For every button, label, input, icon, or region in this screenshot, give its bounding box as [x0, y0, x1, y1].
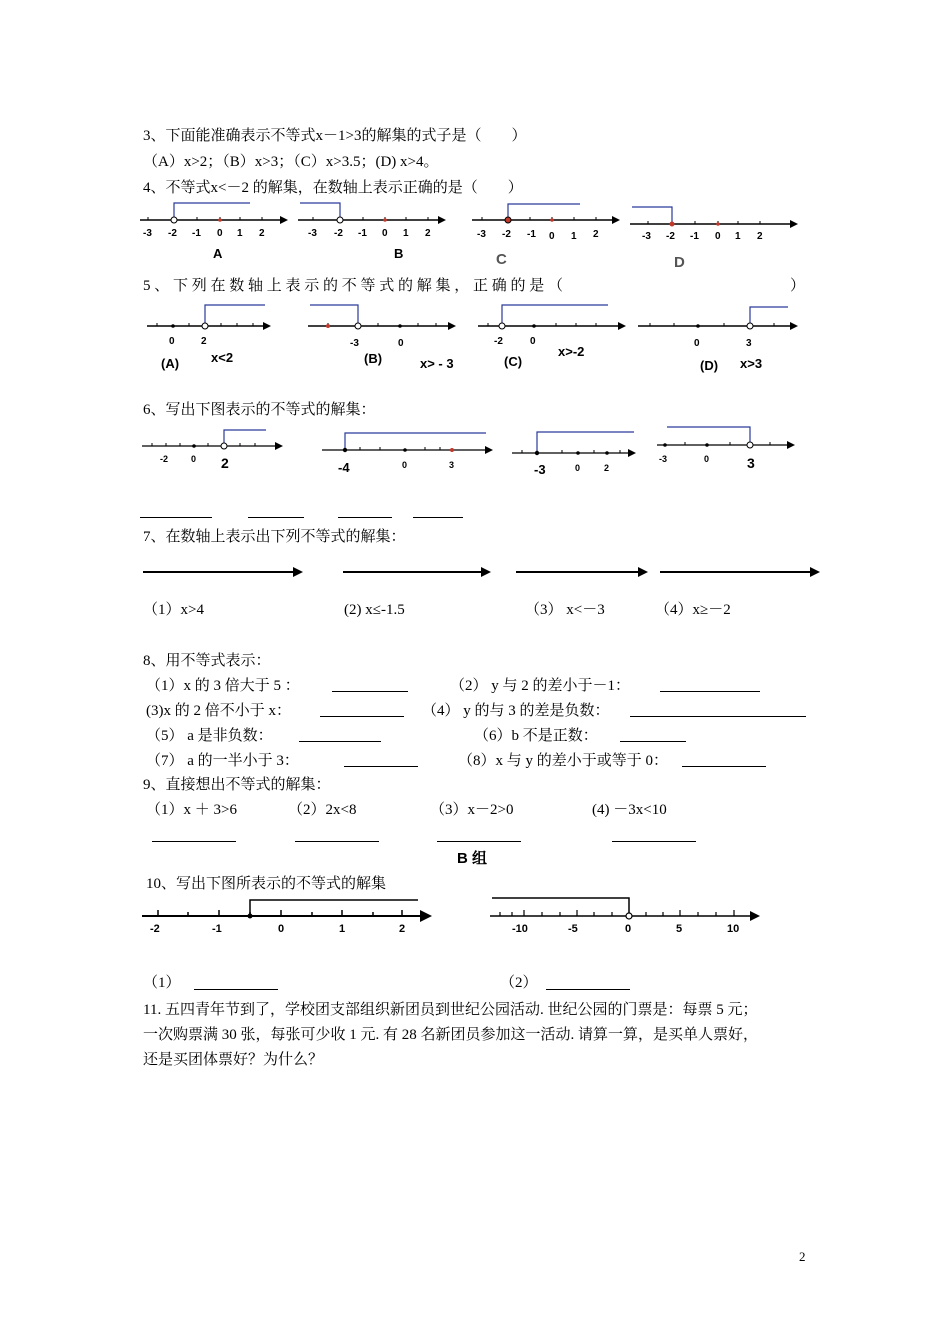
q5a-tick-1: 2 [201, 336, 207, 347]
q4a-tick-1: -2 [168, 228, 177, 239]
q6-figure-4 [655, 422, 805, 477]
q6-answer-blank-2[interactable] [248, 516, 304, 518]
q4-figure-c [472, 200, 622, 270]
q8-blank-6[interactable] [620, 740, 686, 742]
q5a-letter: (A) [161, 356, 180, 371]
q6c-tick-0: -3 [534, 462, 546, 477]
q6a-tick-1: 0 [191, 454, 197, 464]
q11-line-2: 一次购票满 30 张，每张可少收 1 元. 有 28 名新团员参加这一活动. 请算一算，是买单人票好， [143, 1027, 759, 1043]
q6-answer-blank-4[interactable] [413, 516, 463, 518]
q4b-tick-3: 0 [382, 228, 388, 239]
q4c-tick-4: 1 [571, 231, 577, 242]
q6c-tick-2: 2 [604, 463, 610, 473]
q4b-tick-4: 1 [403, 228, 409, 239]
q7-axis-2[interactable] [343, 564, 491, 580]
q10a-tick-4: 2 [399, 923, 406, 935]
q4-stem: 4、不等式x<－2 的解集，在数轴上表示正确的是（ ） [143, 180, 523, 196]
q6b-tick-2: 3 [449, 460, 455, 470]
q8-blank-3[interactable] [320, 715, 404, 717]
q6d-tick-2: 3 [747, 455, 755, 471]
q8-item-8: （8）x 与 y 的差小于或等于 0： [458, 753, 669, 769]
q4a-tick-4: 1 [237, 228, 243, 239]
q9-item-3: （3）x－2>0 [430, 802, 514, 818]
q5c-tick-1: 0 [530, 336, 536, 347]
q9-item-4: (4) －3x<10 [592, 802, 667, 818]
q8-item-5: （5） a 是非负数： [146, 728, 273, 744]
q5-figure-d [638, 302, 808, 377]
q10-figure-2 [488, 892, 768, 942]
q5a-label: x<2 [211, 350, 234, 365]
q10-label-1: （1） [143, 975, 181, 991]
q7-stem: 7、在数轴上表示出下列不等式的解集： [143, 529, 406, 545]
q10b-tick-1: -5 [568, 923, 578, 935]
q10-label-2: （2） [500, 975, 538, 991]
q10a-tick-1: -1 [212, 923, 222, 935]
q8-blank-8[interactable] [682, 765, 766, 767]
q6c-tick-1: 0 [575, 463, 581, 473]
q10-figure-1 [140, 892, 440, 942]
q4c-letter: C [496, 251, 507, 268]
q6-figure-2 [320, 422, 500, 477]
page-number: 2 [799, 1249, 806, 1264]
q10a-tick-2: 0 [278, 923, 285, 935]
q8-item-1: （1）x 的 3 倍大于 5 ： [146, 678, 300, 694]
group-b-heading: B 组 [457, 850, 488, 867]
q5-figure-b [308, 302, 478, 377]
q7-axis-1[interactable] [143, 564, 303, 580]
q5c-letter: (C) [504, 354, 523, 369]
q5b-tick-0: -3 [350, 338, 359, 349]
q3-stem: 3、下面能准确表示不等式x－1>3的解集的式子是（ ） [143, 128, 527, 144]
q5a-tick-0: 0 [169, 336, 175, 347]
q8-item-4: （4） y 的与 3 的差是负数： [422, 703, 610, 719]
q4c-tick-2: -1 [527, 229, 536, 240]
q5c-tick-0: -2 [494, 336, 503, 347]
q4a-letter: A [213, 246, 223, 261]
q7-item-2: (2) x≤-1.5 [344, 602, 405, 618]
q4d-tick-1: -2 [666, 231, 675, 242]
q5b-tick-1: 0 [398, 338, 404, 349]
q4d-tick-3: 0 [715, 231, 721, 242]
q6b-tick-0: -4 [338, 460, 350, 475]
q4c-tick-3: 0 [549, 231, 555, 242]
q6-stem: 6、写出下图表示的不等式的解集： [143, 402, 376, 418]
q4c-tick-0: -3 [477, 229, 486, 240]
q5-close: ） [790, 278, 806, 294]
q11-line-1: 11. 五四青年节到了，学校团支部组织新团员到世纪公园活动. 世纪公园的门票是：每票 5 元； [143, 1002, 758, 1018]
q4d-tick-5: 2 [757, 231, 763, 242]
q9-blank-1[interactable] [152, 840, 236, 842]
q8-blank-5[interactable] [299, 740, 381, 742]
q5c-label: x>-2 [558, 344, 585, 359]
q4b-tick-2: -1 [358, 228, 367, 239]
q5-stem: 5 、 下 列 在 数 轴 上 表 示 的 不 等 式 的 解 集 ， 正 确 的 是 （ [143, 278, 564, 294]
q4b-tick-0: -3 [308, 228, 317, 239]
q10a-tick-3: 1 [339, 923, 346, 935]
q6b-tick-1: 0 [402, 460, 408, 470]
q9-item-2: （2）2x<8 [288, 802, 357, 818]
q8-item-6: （6）b 不是正数： [474, 728, 598, 744]
q10a-tick-0: -2 [150, 923, 160, 935]
q4a-tick-5: 2 [259, 228, 265, 239]
q5d-letter: (D) [700, 358, 719, 373]
q4a-tick-2: -1 [192, 228, 201, 239]
q6d-tick-1: 0 [704, 454, 710, 464]
q5b-label: x> - 3 [420, 356, 454, 371]
q4d-letter: D [674, 254, 685, 271]
q8-blank-4[interactable] [630, 715, 806, 717]
q4d-tick-0: -3 [642, 231, 651, 242]
q9-item-1: （1）x ＋ 3>6 [146, 802, 237, 818]
q8-item-7: （7） a 的一半小于 3： [146, 753, 299, 769]
q7-axis-4[interactable] [660, 564, 820, 580]
q6d-tick-0: -3 [659, 454, 668, 464]
q11-line-3: 还是买团体票好？为什么？ [143, 1052, 324, 1068]
q5b-letter: (B) [364, 351, 383, 366]
q6-answer-blank-3[interactable] [338, 516, 392, 518]
q7-item-4: （4）x≥－2 [655, 602, 731, 618]
q9-blank-4[interactable] [612, 840, 696, 842]
q6-figure-1 [140, 422, 290, 477]
q5d-tick-0: 0 [694, 338, 700, 349]
q4-figure-b [298, 200, 448, 260]
q9-stem: 9、直接想出不等式的解集： [143, 777, 331, 793]
q10b-tick-0: -10 [512, 923, 528, 935]
q10b-tick-3: 5 [676, 923, 683, 935]
q8-blank-7[interactable] [344, 765, 418, 767]
q6a-tick-2: 2 [221, 455, 229, 471]
q8-blank-1[interactable] [332, 690, 408, 692]
q4b-letter: B [394, 246, 404, 261]
q4b-tick-1: -2 [334, 228, 343, 239]
q6a-tick-0: -2 [160, 454, 169, 464]
q6-answer-blank-1[interactable] [140, 516, 212, 518]
q5-figure-a [145, 302, 280, 377]
q8-stem: 8、用不等式表示： [143, 653, 271, 669]
q4d-tick-4: 1 [735, 231, 741, 242]
q4a-tick-3: 0 [217, 228, 223, 239]
q9-blank-3[interactable] [437, 840, 521, 842]
q4-figure-a [140, 200, 290, 260]
q4d-tick-2: -1 [690, 231, 699, 242]
q4-figure-d [630, 200, 805, 270]
q10b-tick-2: 0 [625, 923, 632, 935]
q7-axis-3[interactable] [516, 564, 648, 580]
q9-blank-2[interactable] [295, 840, 379, 842]
q10b-tick-4: 10 [727, 923, 740, 935]
q4c-tick-1: -2 [502, 229, 511, 240]
q7-item-3: （3） x<－3 [525, 602, 605, 618]
q6-figure-3 [510, 422, 645, 480]
q10-blank-2[interactable] [546, 988, 630, 990]
q4b-tick-5: 2 [425, 228, 431, 239]
q5d-label: x>3 [740, 356, 763, 371]
q10-stem: 10、写出下图所表示的不等式的解集 [146, 876, 387, 892]
q8-item-2: （2） y 与 2 的差小于－1： [450, 678, 631, 694]
q8-blank-2[interactable] [660, 690, 760, 692]
q10-blank-1[interactable] [194, 988, 278, 990]
q7-item-1: （1）x>4 [143, 602, 204, 618]
q8-item-3: (3)x 的 2 倍不小于 x： [146, 703, 291, 719]
q3-options: （A）x>2；（B）x>3；（C）x>3.5；(D) x>4。 [143, 154, 439, 170]
q5-figure-c [476, 302, 636, 377]
q4c-tick-5: 2 [593, 229, 599, 240]
q5d-tick-1: 3 [746, 338, 752, 349]
q4a-tick-0: -3 [143, 228, 152, 239]
